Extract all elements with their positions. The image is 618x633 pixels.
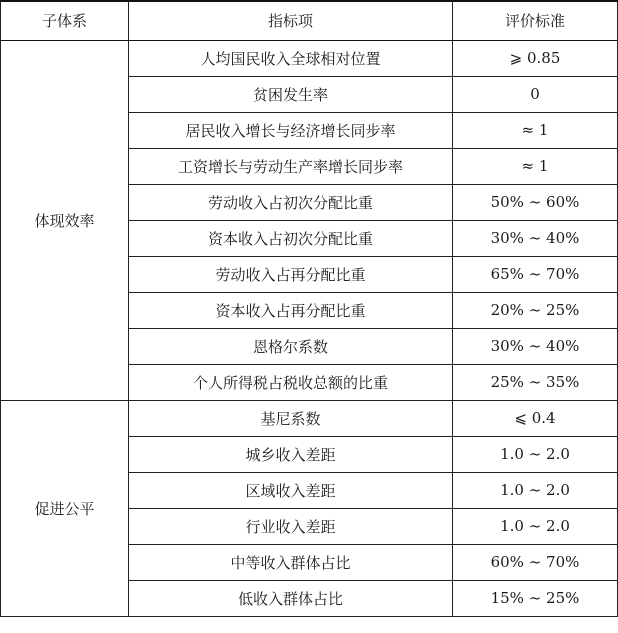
group-fairness bbox=[1, 400, 618, 616]
standard-cell: 65% ~ 70% bbox=[453, 256, 618, 292]
indicator-cell: 行业收入差距 bbox=[129, 508, 453, 544]
standard-cell: 50% ~ 60% bbox=[453, 184, 618, 220]
indicator-cell: 恩格尔系数 bbox=[129, 328, 453, 364]
group-label: 促进公平 bbox=[1, 400, 129, 616]
header-subsystem: 子体系 bbox=[1, 1, 129, 40]
indicator-cell: 居民收入增长与经济增长同步率 bbox=[129, 112, 453, 148]
table-row bbox=[1, 400, 618, 436]
group-label: 体现效率 bbox=[1, 40, 129, 400]
standard-cell: 25% ~ 35% bbox=[453, 364, 618, 400]
indicator-cell: 资本收入占初次分配比重 bbox=[129, 220, 453, 256]
group-efficiency bbox=[1, 40, 618, 400]
indicator-cell: 人均国民收入全球相对位置 bbox=[129, 40, 453, 76]
standard-cell: 30% ~ 40% bbox=[453, 220, 618, 256]
standard-cell: 0 bbox=[453, 76, 618, 112]
indicator-cell: 城乡收入差距 bbox=[129, 436, 453, 472]
standard-cell: 30% ~ 40% bbox=[453, 328, 618, 364]
header-row bbox=[1, 1, 618, 40]
standard-cell: ⩾ 0.85 bbox=[453, 40, 618, 76]
standard-cell: 20% ~ 25% bbox=[453, 292, 618, 328]
standard-cell: 15% ~ 25% bbox=[453, 580, 618, 616]
indicator-cell: 劳动收入占初次分配比重 bbox=[129, 184, 453, 220]
standard-cell: 1.0 ~ 2.0 bbox=[453, 508, 618, 544]
standard-cell: 1.0 ~ 2.0 bbox=[453, 436, 618, 472]
indicator-cell: 劳动收入占再分配比重 bbox=[129, 256, 453, 292]
indicator-cell: 基尼系数 bbox=[129, 400, 453, 436]
table-row bbox=[1, 40, 618, 76]
indicator-cell: 个人所得税占税收总额的比重 bbox=[129, 364, 453, 400]
standard-cell: 60% ~ 70% bbox=[453, 544, 618, 580]
indicator-cell: 贫困发生率 bbox=[129, 76, 453, 112]
standard-cell: ⩽ 0.4 bbox=[453, 400, 618, 436]
indicator-cell: 中等收入群体占比 bbox=[129, 544, 453, 580]
table-header bbox=[1, 1, 618, 40]
indicator-cell: 资本收入占再分配比重 bbox=[129, 292, 453, 328]
indicator-cell: 低收入群体占比 bbox=[129, 580, 453, 616]
indicator-cell: 区域收入差距 bbox=[129, 472, 453, 508]
header-indicator: 指标项 bbox=[129, 1, 453, 40]
indicator-cell: 工资增长与劳动生产率增长同步率 bbox=[129, 148, 453, 184]
standard-cell: 1.0 ~ 2.0 bbox=[453, 472, 618, 508]
standard-cell: ≈ 1 bbox=[453, 112, 618, 148]
standard-cell: ≈ 1 bbox=[453, 148, 618, 184]
header-standard: 评价标准 bbox=[453, 1, 618, 40]
